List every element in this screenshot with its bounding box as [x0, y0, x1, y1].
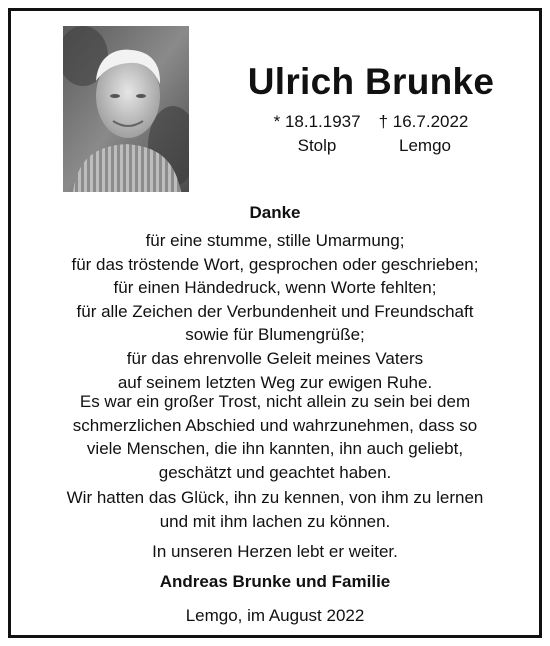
heading-danke: Danke [249, 203, 301, 222]
death-date: † 16.7.2022 [378, 112, 469, 131]
text-line: Wir hatten das Glück, ihn zu kennen, von ihm zu lernen [66, 488, 484, 507]
text-line: für alle Zeichen der Verbundenheit und Freundschaft [76, 301, 474, 321]
text-line: für das ehrenvolle Geleit meines Vaters [126, 348, 424, 368]
text-line: für eine stumme, stille Umarmung; [145, 231, 405, 250]
life-places [200, 135, 542, 157]
signature: Andreas Brunke und Familie [159, 572, 391, 591]
luck-paragraph [20, 486, 530, 533]
life-dates [200, 111, 542, 133]
text-line: und mit ihm lachen zu können. [159, 511, 391, 531]
place-date: Lemgo, im August 2022 [185, 606, 365, 625]
death-place: Lemgo [399, 136, 451, 155]
text-line: für das tröstende Wort, gesprochen oder geschrieben; [71, 254, 479, 274]
text-line: schmerzlichen Abschied und wahrzunehmen, dass so [72, 415, 478, 435]
text-line: Es war ein großer Trost, nicht allein zu sein bei dem [79, 392, 471, 411]
text-line: viele Menschen, die ihn kannten, ihn auch geliebt, [86, 439, 464, 459]
comfort-paragraph [20, 390, 530, 484]
text-line: In unseren Herzen lebt er weiter. [152, 542, 398, 561]
closing-line [20, 540, 530, 564]
text-line: auf seinem letzten Weg zur ewigen Ruhe. [117, 372, 433, 392]
birth-date: * 18.1.1937 [273, 112, 361, 131]
text-line: geschätzt und geachtet haben. [158, 462, 392, 482]
deceased-name: Ulrich Brunke [247, 61, 495, 102]
birth-place: Stolp [297, 136, 337, 155]
thanks-paragraph [20, 229, 530, 394]
portrait-photo [63, 26, 189, 192]
text-line: sowie für Blumengrüße; [185, 325, 365, 345]
text-line: für einen Händedruck, wenn Worte fehlten; [113, 278, 437, 298]
